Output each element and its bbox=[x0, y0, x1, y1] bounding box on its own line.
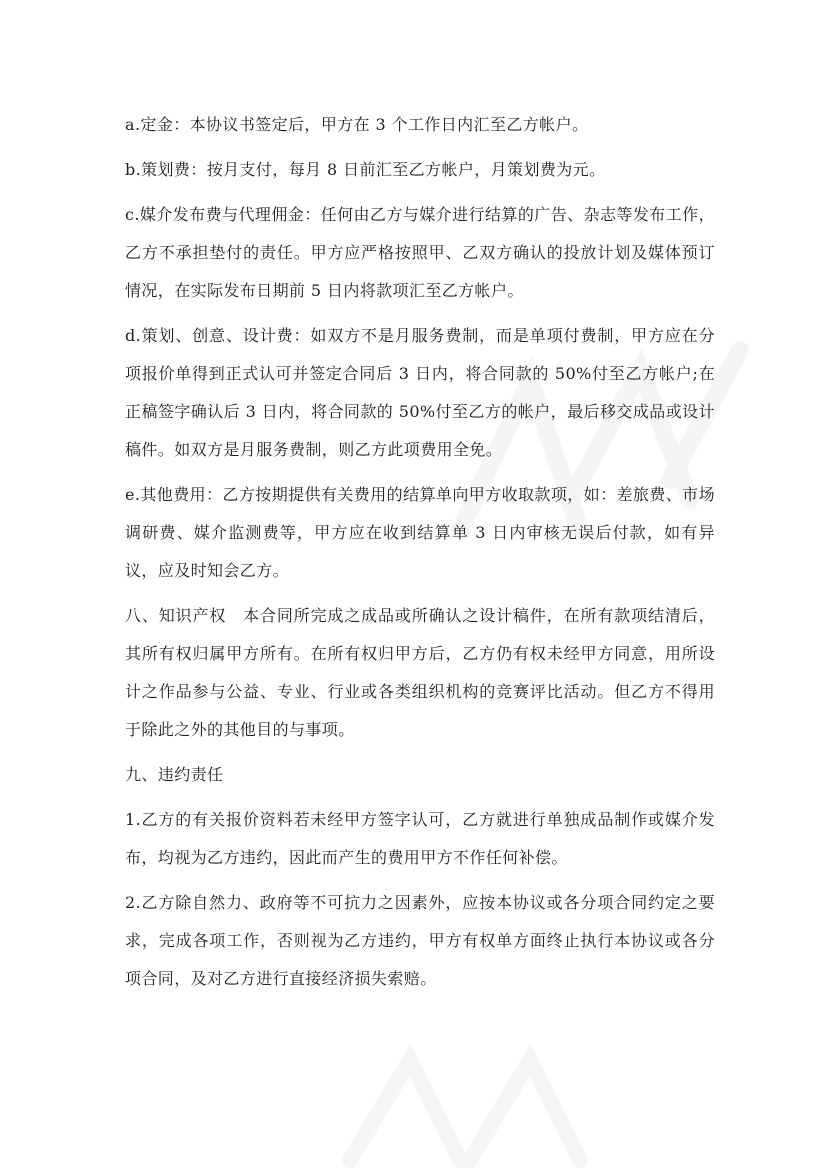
paragraph-breach-2: 2.乙方除自然力、政府等不可抗力之因素外，应按本协议或各分项合同约定之要求，完成各项工作，否则视为乙方违约，甲方有权单方面终止执行本协议或各分项合同，及对乙方进行直接经济损失索赔。 bbox=[125, 893, 715, 988]
paragraph-breach-1: 1.乙方的有关报价资料若未经甲方签字认可，乙方就进行单独成品制作或媒介发布，均视为乙方违约，因此而产生的费用甲方不作任何补偿。 bbox=[125, 810, 715, 867]
paragraph-deposit: a.定金：本协议书签定后，甲方在 3 个工作日内汇至乙方帐户。 bbox=[125, 115, 589, 134]
paragraph-intellectual-property: 八、知识产权 本合同所完成之成品或所确认之设计稿件，在所有款项结清后，其所有权归属甲方所有。在所有权归甲方后，乙方仍有权未经甲方同意，用所设计之作品参与公益、专业、行业或各类组织机构的竞赛评比活动。但乙方不得用于除此之外的其他目的与事项。 bbox=[125, 606, 715, 739]
document-body bbox=[125, 106, 715, 1005]
paragraph-planning-fee: b.策划费：按月支付，每月 8 日前汇至乙方帐户，月策划费为元。 bbox=[125, 160, 606, 179]
paragraph-other-fees: e.其他费用：乙方按期提供有关费用的结算单向甲方收取款项，如：差旅费、市场调研费、媒介监测费等，甲方应在收到结算单 3 日内审核无误后付款，如有异议，应及时知会乙方。 bbox=[125, 485, 715, 580]
heading-breach-liability: 九、违约责任 bbox=[125, 765, 224, 784]
paragraph-design-fee: d.策划、创意、设计费：如双方不是月服务费制，而是单项付费制，甲方应在分项报价单得到正式认可并签定合同后 3 日内，将合同款的 50%付至乙方帐户;在正稿签字确认后 3 日内，将合同款的 50%付至乙方的帐户，最后移交成品或设计稿件。如双方是月服务费制，则乙方此项费用全免。 bbox=[125, 326, 715, 459]
paragraph-media-fee: c.媒介发布费与代理佣金：任何由乙方与媒介进行结算的广告、杂志等发布工作，乙方不承担垫付的责任。甲方应严格按照甲、乙双方确认的投放计划及媒体预订情况，在实际发布日期前 5 日内将款项汇至乙方帐户。 bbox=[125, 205, 715, 300]
watermark-mark bbox=[320, 1040, 620, 1170]
